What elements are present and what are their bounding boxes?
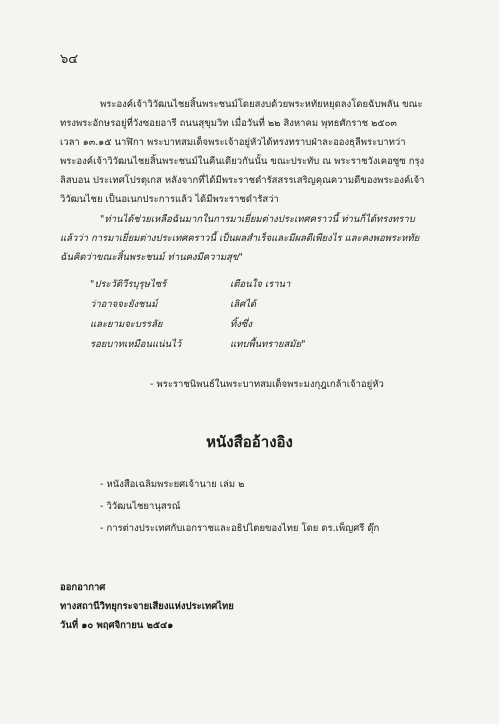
poem-attribution: - พระราชนิพนธ์ในพระบาทสมเด็จพระมงกุฎเกล้าเจ้าอยู่หัว (150, 379, 384, 390)
paragraph-line: ลิสบอน ประเทศโปรตุเกส หลังจากที่ได้มีพระราชดำรัสสรรเสริญคุณความดีของพระองค์เจ้า (60, 175, 425, 186)
paragraph-line: วิวัฒนไชย เป็นอเนกประการแล้ว ได้มีพระราชดำรัสว่า (60, 194, 279, 205)
source-line: ทางสถานีวิทยุกระจายเสียงแห่งประเทศไทย (60, 601, 234, 612)
poem-verse-left: ว่าอาจจะยังชนม์ (90, 299, 158, 310)
poem-row (90, 275, 305, 295)
poem-row (90, 335, 305, 355)
poem (90, 275, 305, 355)
broadcast-source (60, 578, 234, 635)
references-heading: หนังสืออ้างอิง (206, 433, 293, 451)
poem-verse-left: รอยบาทเหมือนแน่นไว้ (90, 339, 182, 350)
quote-line: ฉันคิดว่าขณะสิ้นพระชนม์ ท่านคงมีความสุข" (60, 252, 243, 263)
source-line: วันที่ ๑๐ พฤศจิกายน ๒๕๔๑ (60, 620, 174, 631)
poem-verse-right: เตือนใจ เรานา (230, 279, 291, 290)
source-line: ออกอากาศ (60, 582, 106, 593)
poem-verse-left: และยามจะบรรลัย (90, 319, 163, 330)
reference-item: - หนังสือเฉลิมพระยศเจ้านาย เล่ม ๒ (100, 479, 245, 490)
paragraph-line: พระองค์เจ้าวิวัฒนไชยสิ้นพระชนม์ในคืนเดียวกันนั้น ขณะประทับ ณ พระราชวังเคอซูซ กรุง (60, 156, 425, 167)
references-list (100, 474, 379, 540)
quote-line: "ท่านได้ช่วยเหลือฉันมากในการมาเยี่ยมต่างประเทศคราวนี้ ท่านก็ได้ทรงทราบ (100, 214, 415, 225)
page-number: ๖๔ (60, 52, 79, 67)
reference-item: - วิวัฒนไชยานุสรณ์ (100, 501, 181, 512)
poem-verse-right: ทิ้งซึ่ง (230, 319, 252, 330)
paragraph-line: ทรงพระอักษรอยู่ที่วังซอยอารี ถนนสุขุมวิท เมื่อวันที่ ๒๒ สิงหาคม พุทธศักราช ๒๕๐๓ (60, 118, 397, 129)
poem-verse-left: "ประวัติวีรบุรุษไซร้ (90, 279, 167, 290)
paragraph-line: เวลา ๑๓.๑๕ นาฬิกา พระบาทสมเด็จพระเจ้าอยู่หัวได้ทรงทราบฝ่าละอองธุลีพระบาทว่า (60, 137, 406, 148)
poem-row (90, 315, 305, 335)
poem-row (90, 295, 305, 315)
quote-line: แล้วว่า การมาเยี่ยมต่างประเทศคราวนี้ เป็นผลสำเร็จและมีผลดีเพียงไร และคงพอพระหทัย (60, 233, 420, 244)
reference-item: - การต่างประเทศกับเอกราชและอธิปไตยของไทย โดย ดร.เพ็ญศรี ดุ๊ก (100, 523, 380, 534)
poem-verse-right: แทบพื้นทรายสมัย" (230, 339, 306, 350)
paragraph-line: พระองค์เจ้าวิวัฒนไชยสิ้นพระชนม์โดยสงบด้วยพระหทัยหยุดลงโดยฉับพลัน ขณะ (100, 99, 423, 110)
body-paragraph (60, 95, 460, 209)
royal-quote (60, 210, 460, 267)
poem-verse-right: เลิศได้ (230, 299, 257, 310)
